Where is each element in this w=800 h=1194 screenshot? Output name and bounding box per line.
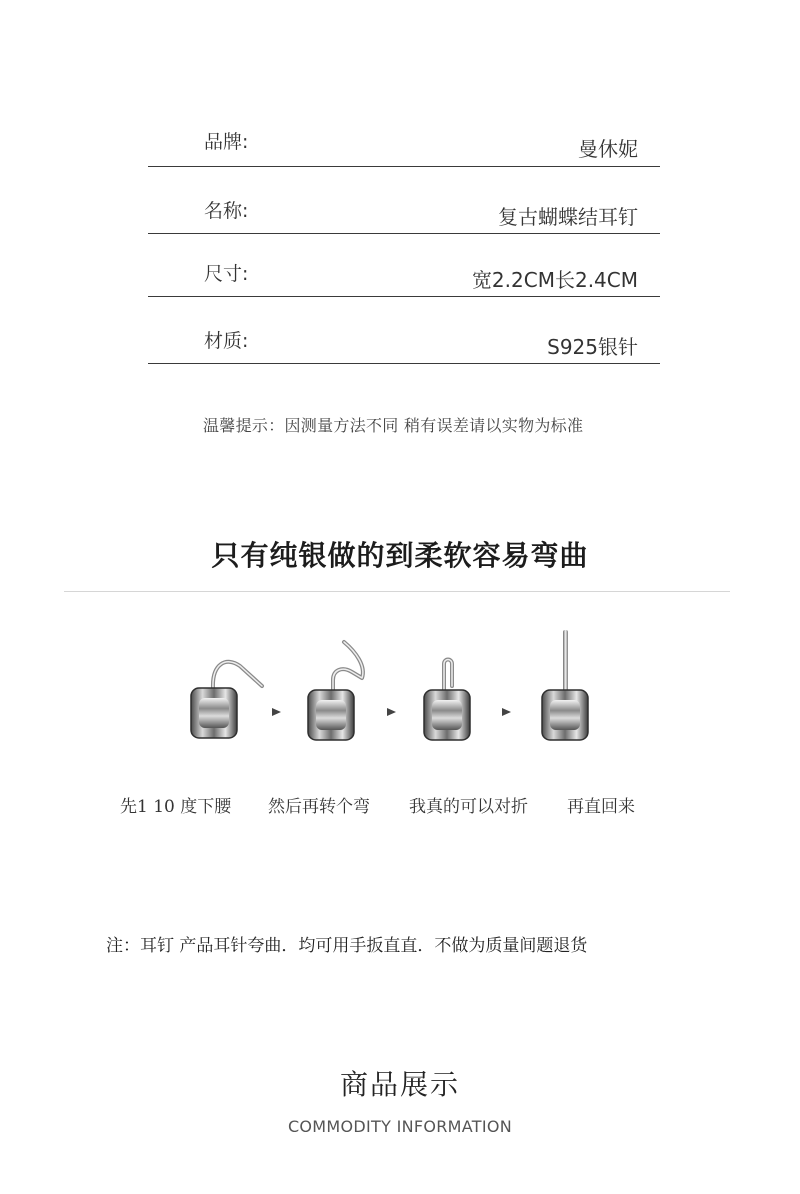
spec-value: 复古蝴蝶结耳钉: [498, 205, 638, 229]
spec-table: [148, 118, 660, 364]
spec-label: 名称:: [204, 200, 249, 222]
spec-row-brand: [148, 118, 660, 167]
arrow-right-icon: [387, 708, 396, 716]
spec-row-size: [148, 234, 660, 297]
arrow-right-icon: [272, 708, 281, 716]
headline: 只有纯银做的到柔软容易弯曲: [211, 539, 589, 572]
step-label-1: 先1 10 度下腰: [120, 797, 232, 817]
measurement-tip: 温馨提示：因测量方法不同 稍有误差请以实物为标准: [203, 416, 584, 435]
earring-step-4-icon: [542, 630, 588, 740]
spec-label: 品牌:: [204, 131, 249, 153]
step-label-2: 然后再转个弯: [268, 797, 370, 817]
section-title: 商品展示: [339, 1068, 460, 1101]
step-label-3: 我真的可以对折: [409, 797, 528, 817]
spec-row-material: [148, 297, 660, 364]
spec-label: 材质:: [204, 330, 249, 352]
spec-value: S925银针: [547, 335, 638, 359]
earring-step-3-icon: [424, 660, 470, 741]
arrow-right-icon: [502, 708, 511, 716]
spec-value: 曼休妮: [578, 137, 638, 161]
spec-label: 尺寸:: [204, 263, 249, 285]
spec-value: 宽2.2CM长2.4CM: [471, 268, 638, 292]
warranty-note: 注：耳钉 产品耳针夸曲．均可用手扳直直．不做为质量间题退货: [106, 936, 588, 956]
section-subtitle: COMMODITY INFORMATION: [287, 1117, 513, 1136]
divider: [64, 591, 730, 592]
earring-step-1-icon: [191, 662, 262, 738]
earring-step-2-icon: [308, 642, 363, 740]
step-label-4: 再直回来: [567, 797, 635, 817]
bending-steps-illustration: [0, 620, 800, 760]
spec-row-name: [148, 167, 660, 234]
